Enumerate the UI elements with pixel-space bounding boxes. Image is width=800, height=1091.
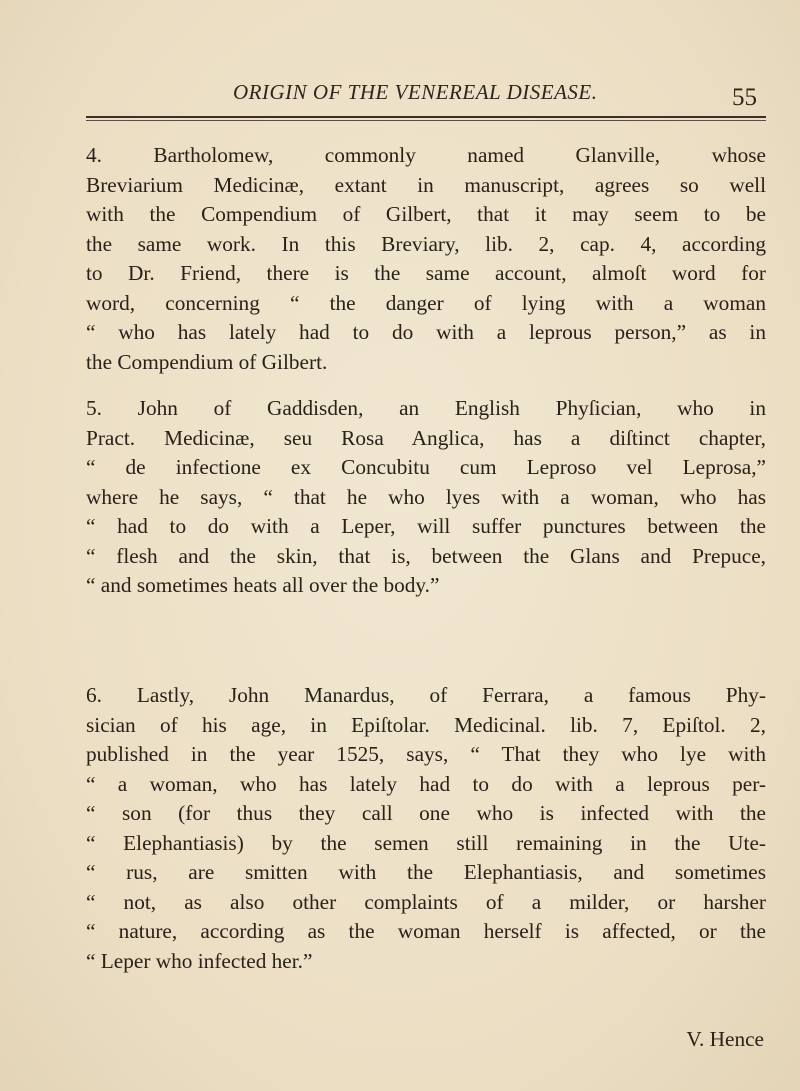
text-line: “ rus, are smitten with the Elephantiasis, and sometimes	[86, 860, 766, 884]
text-line: “ had to do with a Leper, will suffer punctures between the	[86, 514, 766, 538]
paragraph-4-bartholomew	[86, 141, 766, 377]
text-line: 4. Bartholomew, commonly named Glanville, whose	[86, 143, 766, 167]
text-line: to Dr. Friend, there is the same account, almoſt word for	[86, 261, 766, 285]
text-line: the same work. In this Breviary, lib. 2, cap. 4, according	[86, 231, 766, 256]
text-line: “ flesh and the skin, that is, between the Glans and Prepuce,	[86, 543, 766, 568]
text-line: Pract. Medicinæ, seu Rosa Anglica, has a diſtinct chapter,	[86, 425, 766, 450]
page-number: 55	[732, 84, 757, 111]
text-line: “ nature, according as the woman herself is affected, or the	[86, 919, 766, 943]
text-line: where he says, “ that he who lyes with a woman, who has	[86, 484, 766, 509]
text-line: “ a woman, who has lately had to do with a leprous per-	[86, 771, 766, 796]
text-line: “ and sometimes heats all over the body.”	[86, 573, 440, 597]
header-rule-thin	[86, 120, 766, 121]
text-line: word, concerning “ the danger of lying with a woman	[86, 290, 766, 315]
text-line: “ who has lately had to do with a leprous person,” as in	[86, 320, 766, 344]
text-line: “ de infectione ex Concubitu cum Leproso vel Leprosa,”	[86, 455, 766, 479]
text-line: sician of his age, in Epiſtolar. Medicinal. lib. 7, Epiſtol. 2,	[86, 712, 766, 737]
text-line: Breviarium Medicinæ, extant in manuscript, agrees so well	[86, 172, 766, 197]
text-line: 5. John of Gaddisden, an English Phyſician, who in	[86, 396, 766, 420]
text-line: “ Elephantiasis) by the semen still remaining in the Ute-	[86, 830, 766, 855]
catchword: V. Hence	[686, 1027, 764, 1051]
paragraph-5-gaddisden	[86, 394, 766, 601]
text-line: “ not, as also other complaints of a milder, or harsher	[86, 889, 766, 914]
text-line: with the Compendium of Gilbert, that it may seem to be	[86, 202, 766, 226]
text-line: the Compendium of Gilbert.	[86, 349, 328, 374]
text-line: published in the year 1525, says, “ That they who lye with	[86, 742, 766, 766]
text-line: “ Leper who infected her.”	[86, 948, 313, 973]
running-head: ORIGIN OF THE VENEREAL DISEASE.	[233, 80, 598, 104]
text-line: “ son (for thus they call one who is infected with the	[86, 801, 766, 825]
header-rule	[86, 116, 766, 118]
paragraph-6-manardus	[86, 681, 766, 976]
text-line: 6. Lastly, John Manardus, of Ferrara, a famous Phy-	[86, 683, 766, 707]
